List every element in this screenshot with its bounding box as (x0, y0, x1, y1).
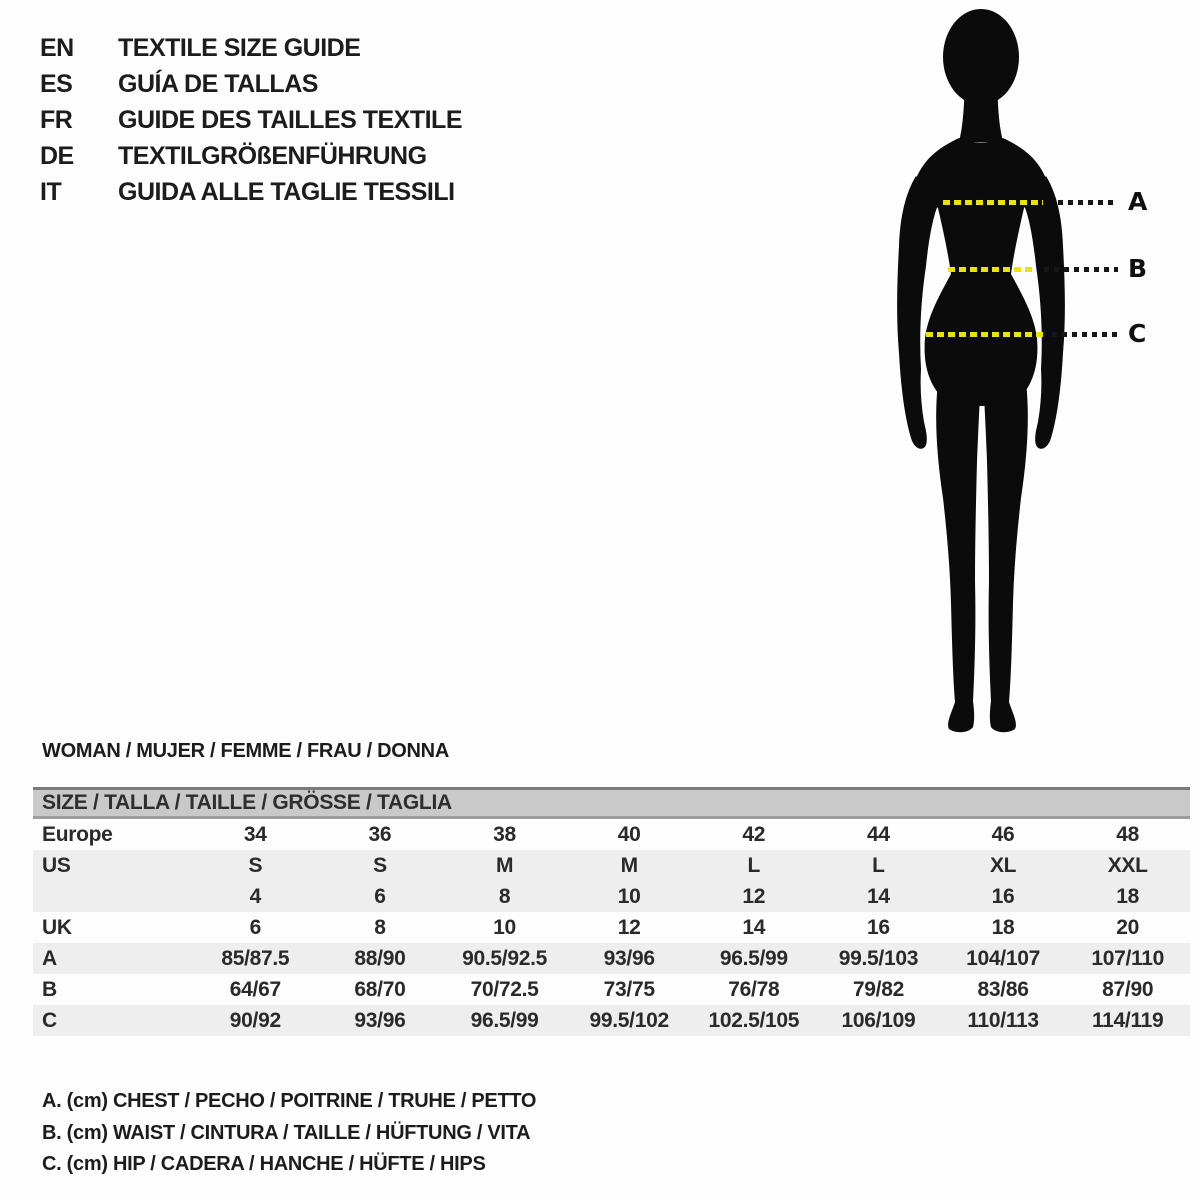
row-label: B (42, 977, 57, 1001)
guide-title-de: TEXTILGRÖßENFÜHRUNG (118, 141, 427, 170)
size-cell: 48 (1116, 822, 1140, 846)
size-cell: M (495, 853, 514, 877)
table-row-us-letters (33, 850, 1190, 881)
silhouette-torso (914, 138, 1048, 406)
size-table (33, 787, 1190, 1036)
size-cell: 99.5/103 (838, 946, 919, 970)
size-cell: 36 (368, 822, 392, 846)
size-cell: 93/96 (354, 1008, 406, 1032)
guide-title-es: GUÍA DE TALLAS (118, 69, 318, 98)
size-cell: 42 (742, 822, 766, 846)
size-cell: 85/87.5 (221, 946, 290, 970)
measure-label-a: A (1128, 187, 1148, 216)
size-cell: 96.5/99 (719, 946, 788, 970)
silhouette-right-leg (984, 382, 1028, 732)
size-cell: 14 (867, 884, 890, 908)
row-label: A (42, 946, 57, 970)
size-cell: 12 (742, 884, 766, 908)
legend-chest: A. (cm) CHEST / PECHO / POITRINE / TRUHE / PETTO (42, 1090, 537, 1113)
size-cell: 88/90 (354, 946, 406, 970)
size-cell: 96.5/99 (470, 1008, 539, 1032)
size-cell: 14 (742, 915, 766, 939)
size-cell: 6 (374, 884, 386, 908)
size-table-header: SIZE / TALLA / TAILLE / GRÖSSE / TAGLIA (33, 787, 1190, 819)
size-cell: 16 (867, 915, 890, 939)
woman-silhouette (880, 0, 1120, 740)
size-cell: 64/67 (229, 977, 281, 1001)
size-cell: 6 (249, 915, 261, 939)
size-cell: XXL (1107, 853, 1148, 877)
size-cell: 12 (617, 915, 641, 939)
table-row-europe (33, 819, 1190, 850)
row-label: UK (42, 915, 72, 939)
size-cell: 70/72.5 (470, 977, 539, 1001)
language-row-it (40, 174, 462, 210)
size-cell: 73/75 (603, 977, 655, 1001)
table-row-waist-b (33, 974, 1190, 1005)
table-row-us-numbers (33, 881, 1190, 912)
size-cell: 114/119 (1091, 1008, 1164, 1032)
legend-waist: B. (cm) WAIST / CINTURA / TAILLE / HÜFTUNG / VITA (42, 1121, 531, 1144)
size-cell: 106/109 (841, 1008, 916, 1032)
size-cell: L (747, 853, 761, 877)
language-row-de (40, 138, 462, 174)
silhouette-neck (959, 80, 1003, 142)
size-cell: 44 (867, 822, 890, 846)
language-row-en (40, 30, 462, 66)
size-cell: S (248, 853, 263, 877)
language-code: FR (40, 105, 73, 134)
size-cell: 40 (617, 822, 641, 846)
chest-line-yellow (943, 200, 1043, 205)
size-cell: 18 (1116, 884, 1140, 908)
size-cell: 107/110 (1091, 946, 1165, 970)
size-cell: 83/86 (977, 977, 1029, 1001)
size-cell: 38 (493, 822, 516, 846)
language-title-list (40, 30, 462, 210)
guide-title-fr: GUIDE DES TAILLES TEXTILE (118, 105, 463, 134)
size-cell: 79/82 (852, 977, 904, 1001)
silhouette-left-leg (936, 382, 980, 732)
language-code: ES (40, 69, 73, 98)
size-cell: 8 (374, 915, 386, 939)
row-label: Europe (42, 822, 113, 846)
chest-line-leader (1058, 200, 1118, 205)
row-label: C (42, 1008, 57, 1032)
size-cell: 104/107 (966, 946, 1040, 970)
size-cell: 90.5/92.5 (462, 946, 547, 970)
size-cell: 10 (493, 915, 516, 939)
size-cell: 68/70 (354, 977, 406, 1001)
size-cell: 10 (617, 884, 641, 908)
size-cell: 16 (991, 884, 1015, 908)
measure-label-b: B (1128, 254, 1148, 283)
guide-title-en: TEXTILE SIZE GUIDE (118, 33, 361, 62)
size-cell: 110/113 (967, 1008, 1039, 1032)
gender-title: WOMAN / MUJER / FEMME / FRAU / DONNA (42, 740, 449, 762)
size-cell: 4 (249, 884, 261, 908)
hip-line-leader (1052, 332, 1118, 337)
size-cell: 90/92 (229, 1008, 281, 1032)
language-code: IT (40, 177, 62, 206)
size-cell: 99.5/102 (589, 1008, 669, 1032)
language-code: DE (40, 141, 74, 170)
table-row-uk (33, 912, 1190, 943)
size-cell: L (872, 853, 885, 877)
hip-line-yellow (926, 332, 1046, 337)
size-cell: 93/96 (603, 946, 655, 970)
table-row-hip-c (33, 1005, 1190, 1036)
waist-line-yellow (948, 267, 1034, 272)
measurement-legend (42, 1086, 536, 1181)
language-code: EN (40, 33, 74, 62)
size-cell: 8 (498, 884, 511, 908)
size-cell: 76/78 (728, 977, 780, 1001)
size-cell: 18 (991, 915, 1015, 939)
size-cell: 102.5/105 (708, 1008, 800, 1032)
legend-hip: C. (cm) HIP / CADERA / HANCHE / HÜFTE / HIPS (42, 1153, 486, 1176)
table-row-chest-a (33, 943, 1190, 974)
size-cell: 87/90 (1102, 977, 1154, 1001)
measure-label-c: C (1128, 319, 1147, 348)
size-cell: S (373, 853, 387, 877)
size-cell: XL (989, 853, 1017, 877)
size-cell: 46 (991, 822, 1015, 846)
size-cell: M (620, 853, 638, 877)
size-cell: 20 (1116, 915, 1140, 939)
size-cell: 34 (243, 822, 267, 846)
waist-line-leader (1044, 267, 1118, 272)
row-label: US (42, 853, 71, 877)
language-row-fr (40, 102, 462, 138)
language-row-es (40, 66, 462, 102)
guide-title-it: GUIDA ALLE TAGLIE TESSILI (118, 177, 455, 206)
